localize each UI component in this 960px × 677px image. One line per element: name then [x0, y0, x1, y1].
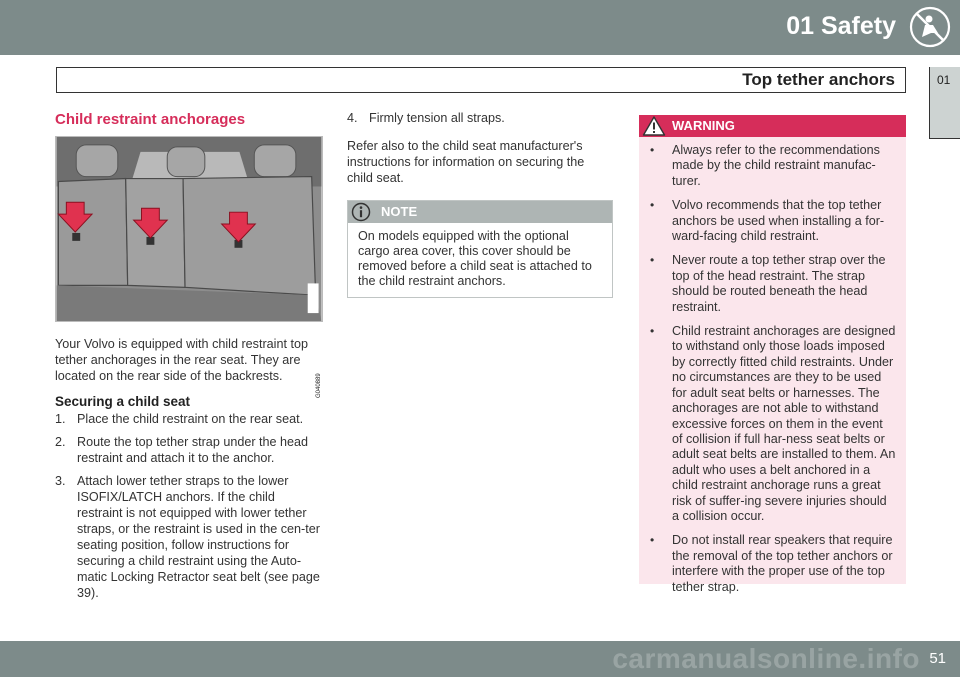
step-number: 3.	[55, 474, 66, 488]
list-item	[650, 533, 896, 595]
list-item	[650, 198, 896, 244]
warning-label: WARNING	[672, 118, 735, 133]
warning-text: Never route a top tether strap over the top of the head restraint. The strap should be routed beneath the head restraint.	[672, 253, 886, 314]
sub-heading: Securing a child seat	[55, 394, 191, 409]
list-item	[347, 110, 613, 126]
note-header	[348, 201, 612, 223]
chapter-tab	[929, 67, 960, 139]
steps-list-continued	[347, 110, 613, 126]
section-heading: Child restraint anchorages	[55, 111, 246, 128]
section-header	[56, 67, 906, 93]
middle-column	[347, 110, 613, 298]
note-label: NOTE	[381, 204, 418, 219]
list-item	[650, 253, 896, 315]
no-airbag-child-icon	[909, 6, 951, 48]
bullet: •	[650, 143, 655, 157]
info-icon	[351, 202, 371, 222]
warning-triangle-icon	[642, 115, 666, 137]
bullet: •	[650, 253, 655, 268]
section-title: Top tether anchors	[742, 70, 895, 89]
warning-list	[639, 137, 906, 595]
list-item	[55, 473, 323, 601]
list-item	[55, 411, 323, 427]
step-number: 1.	[55, 412, 66, 426]
warning-text: Do not install rear speakers that require the removal of the top tether anchors or interfere with the proper use of the top tether strap.	[672, 533, 893, 594]
list-item	[650, 143, 896, 189]
footer-bar	[0, 641, 960, 677]
steps-list	[55, 411, 323, 601]
step-text: Attach lower tether straps to the lower ISOFIX/LATCH anchors. If the child restraint is not equipped with lower tether straps, or the restraint is used in the cen-ter seating position, follow instructions for securing a child restraint using the Auto-matic Locking Retractor seat belt (see page 39).	[77, 474, 320, 600]
step-number: 2.	[55, 435, 66, 449]
list-item	[650, 324, 896, 524]
step-text: Firmly tension all straps.	[369, 111, 505, 125]
chapter-tab-label: 01	[937, 73, 951, 87]
watermark: carmanualsonline.info	[612, 643, 920, 674]
list-item	[55, 434, 323, 466]
bullet: •	[650, 324, 655, 339]
warning-text: Volvo recommends that the top tether anchors be used when installing a for-ward-facing child restraint.	[672, 198, 885, 244]
note-text: On models equipped with the optional cargo area cover, this cover should be removed before a child seat is attached to the child restraint anchors.	[358, 229, 592, 288]
warning-header	[639, 115, 906, 137]
step-text: Route the top tether strap under the head restraint and attach it to the anchor.	[77, 435, 309, 465]
step-text: Place the child restraint on the rear seat.	[77, 412, 304, 426]
note-box	[347, 200, 613, 298]
chapter-title: 01 Safety	[786, 12, 896, 40]
rear-seat-anchor-illustration	[55, 136, 323, 322]
reference-paragraph: Refer also to the child seat manufacturer's instructions for information on securing the child seat.	[347, 139, 585, 185]
bullet: •	[650, 198, 655, 213]
image-code: G040889	[316, 373, 322, 398]
warning-box	[639, 115, 906, 594]
bullet: •	[650, 533, 655, 548]
header-bar	[0, 0, 960, 55]
warning-text: Always refer to the recommendations made by the child restraint manufac-turer.	[672, 143, 880, 188]
step-number: 4.	[347, 111, 358, 125]
left-column	[55, 110, 323, 608]
warning-text: Child restraint anchorages are designed to withstand only those loads imposed by correctly fitted child restraints. Under no circumstances are they to be used for adult seat belts or harnesses. The anchorages are not able to withstand excessive forces on them in the event of collision if full har-ness seat belts or adult seat belts are installed to them. An adult who uses a belt anchored in a child restraint anchorage runs a great risk of suffer-ing severe injuries should a collision occur.	[672, 324, 896, 523]
intro-paragraph: Your Volvo is equipped with child restraint top tether anchorages in the rear seat. They are located on the rear side of the backrests.	[55, 337, 308, 383]
page-number: 51	[929, 650, 946, 667]
